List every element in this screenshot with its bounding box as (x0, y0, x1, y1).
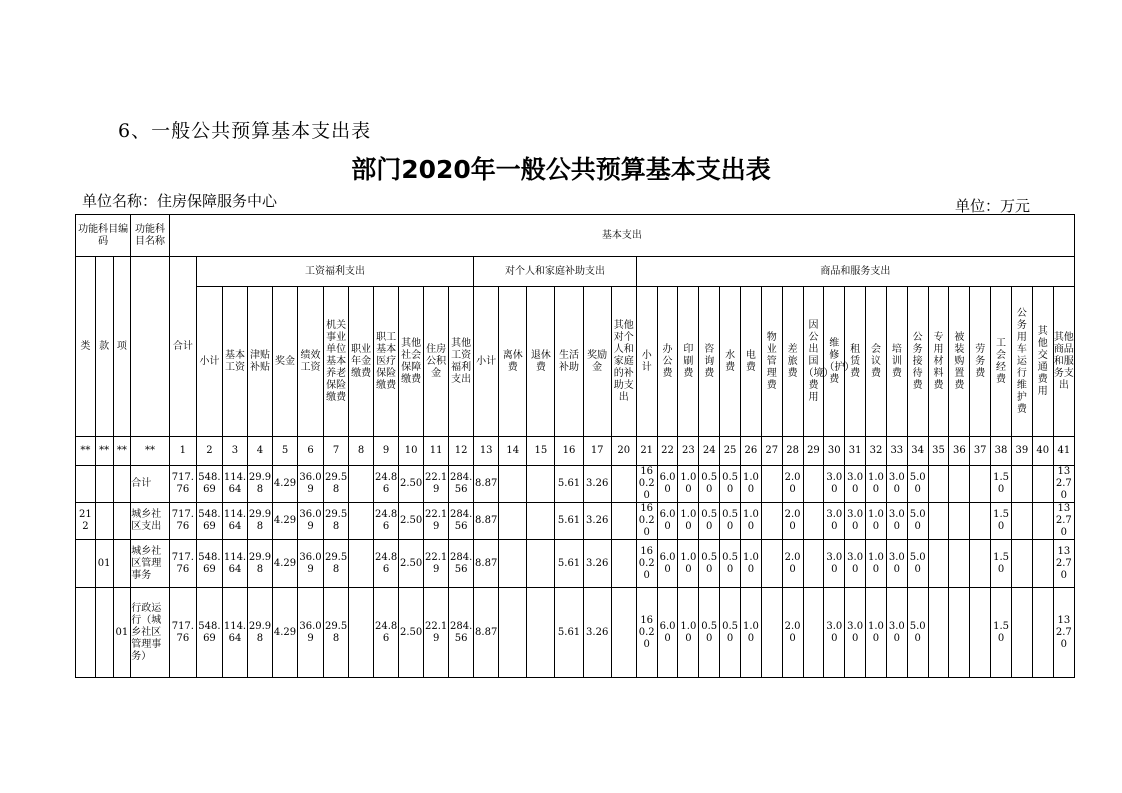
column-index-cell: 21 (636, 437, 657, 466)
column-index-cell: 23 (678, 437, 699, 466)
value-cell: 0.50 (699, 503, 720, 540)
value-cell (349, 540, 374, 588)
column-index-cell: 13 (474, 437, 499, 466)
value-cell: 114.64 (222, 503, 247, 540)
value-cell: 717.76 (169, 540, 196, 588)
value-cell: 548.69 (196, 540, 222, 588)
column-index-cell: 20 (611, 437, 636, 466)
value-cell: 3.00 (886, 540, 907, 588)
value-cell: 8.87 (474, 540, 499, 588)
value-cell: 6.00 (657, 503, 678, 540)
wage-col-header: 小计 (196, 287, 222, 437)
column-index-row (76, 437, 1075, 466)
column-index-cell: 5 (273, 437, 298, 466)
column-index-cell: 28 (782, 437, 803, 466)
goods-col-header: 被装购置费 (949, 287, 970, 437)
total-header: 合计 (169, 257, 196, 437)
value-cell: 284.56 (449, 466, 474, 503)
column-index-cell: 27 (761, 437, 782, 466)
value-cell: 114.64 (222, 466, 247, 503)
value-cell (949, 540, 970, 588)
value-cell: 3.00 (886, 503, 907, 540)
func-name-header: 功能科目名称 (131, 215, 170, 257)
subsidy-col-header: 小计 (474, 287, 499, 437)
column-index-cell: 41 (1053, 437, 1074, 466)
subsidy-col-header: 退休费 (527, 287, 555, 437)
value-cell: 24.86 (374, 588, 399, 678)
page-title: 部门2020年一般公共预算基本支出表 (351, 155, 771, 184)
goods-col-header: 印刷费 (678, 287, 699, 437)
value-cell: 36.09 (298, 466, 324, 503)
column-index-cell: 8 (349, 437, 374, 466)
value-cell: 3.26 (583, 540, 611, 588)
column-index-cell: 36 (949, 437, 970, 466)
row-name: 城乡社区管理事务 (131, 540, 170, 588)
value-cell (761, 503, 782, 540)
table-row (76, 588, 1075, 678)
goods-col-header: 租赁费 (845, 287, 866, 437)
value-cell: 0.50 (720, 503, 741, 540)
func-code-header: 功能科目编码 (76, 215, 131, 257)
column-index-cell: 12 (449, 437, 474, 466)
column-index-cell: 1 (169, 437, 196, 466)
column-index-cell: ** (131, 437, 170, 466)
goods-group-header: 商品和服务支出 (636, 257, 1074, 287)
value-cell (928, 540, 949, 588)
value-cell (928, 503, 949, 540)
wage-col-header: 机关事业单位基本养老保险缴费 (324, 287, 349, 437)
value-cell: 22.19 (424, 503, 449, 540)
column-index-cell: ** (76, 437, 96, 466)
row-lei (76, 588, 96, 678)
value-cell (527, 503, 555, 540)
goods-col-header: 因公出国（境）费用 (803, 287, 824, 437)
value-cell: 1.00 (866, 466, 887, 503)
name-header (131, 257, 170, 437)
column-index-cell: ** (113, 437, 131, 466)
header-row-3 (76, 287, 1075, 437)
value-cell (1011, 588, 1032, 678)
column-index-cell: 24 (699, 437, 720, 466)
value-cell: 284.56 (449, 540, 474, 588)
value-cell: 8.87 (474, 503, 499, 540)
column-index-cell: 30 (824, 437, 845, 466)
row-name: 合计 (131, 466, 170, 503)
value-cell: 29.98 (247, 588, 272, 678)
column-index-cell: 31 (845, 437, 866, 466)
value-cell: 24.86 (374, 466, 399, 503)
column-index-cell: 10 (399, 437, 424, 466)
value-cell: 132.70 (1053, 466, 1074, 503)
goods-col-header: 劳务费 (970, 287, 991, 437)
header-row-1 (76, 215, 1075, 257)
column-index-cell: 6 (298, 437, 324, 466)
section-heading: 6、一般公共预算基本支出表 (118, 120, 372, 142)
value-cell: 2.50 (399, 588, 424, 678)
value-cell: 2.50 (399, 466, 424, 503)
subsidy-col-header: 奖励金 (583, 287, 611, 437)
goods-col-header: 培训费 (886, 287, 907, 437)
value-cell: 0.50 (720, 540, 741, 588)
column-index-cell: 39 (1011, 437, 1032, 466)
goods-col-header: 咨询费 (699, 287, 720, 437)
row-kuan (95, 503, 113, 540)
value-cell (527, 540, 555, 588)
column-index-cell: 3 (222, 437, 247, 466)
value-cell: 132.70 (1053, 540, 1074, 588)
value-cell: 6.00 (657, 588, 678, 678)
wage-col-header: 奖金 (273, 287, 298, 437)
value-cell (761, 588, 782, 678)
value-cell: 3.00 (824, 540, 845, 588)
value-cell: 4.29 (273, 588, 298, 678)
value-cell: 3.00 (845, 540, 866, 588)
goods-col-header: 办公费 (657, 287, 678, 437)
wage-col-header: 绩效工资 (298, 287, 324, 437)
value-cell: 3.26 (583, 588, 611, 678)
value-cell: 3.00 (824, 466, 845, 503)
value-cell: 1.00 (740, 588, 761, 678)
value-cell (970, 466, 991, 503)
value-cell (527, 588, 555, 678)
kuan-header: 款 (95, 257, 113, 437)
value-cell: 24.86 (374, 540, 399, 588)
value-cell (970, 588, 991, 678)
column-index-cell: 7 (324, 437, 349, 466)
row-kuan (95, 588, 113, 678)
value-cell (499, 503, 527, 540)
value-cell: 22.19 (424, 540, 449, 588)
value-cell (349, 466, 374, 503)
value-cell (611, 466, 636, 503)
value-cell: 1.50 (991, 588, 1012, 678)
basic-expenditure-header: 基本支出 (169, 215, 1074, 257)
goods-col-header: 其他商品和服务支出 (1053, 287, 1074, 437)
value-cell: 0.50 (699, 540, 720, 588)
row-kuan (95, 466, 113, 503)
value-cell (499, 466, 527, 503)
value-cell (803, 540, 824, 588)
value-cell: 22.19 (424, 588, 449, 678)
value-cell: 5.61 (555, 540, 583, 588)
value-cell: 29.98 (247, 503, 272, 540)
value-cell: 5.00 (907, 466, 928, 503)
goods-col-header: 公务用车运行维护费 (1011, 287, 1032, 437)
value-cell: 5.61 (555, 588, 583, 678)
value-cell: 1.00 (740, 503, 761, 540)
value-cell: 160.20 (636, 466, 657, 503)
value-cell: 36.09 (298, 588, 324, 678)
value-cell (803, 503, 824, 540)
row-xiang (113, 503, 131, 540)
value-cell: 5.00 (907, 588, 928, 678)
column-index-cell: 16 (555, 437, 583, 466)
goods-col-header: 专用材料费 (928, 287, 949, 437)
goods-col-header: 其他交通费用 (1032, 287, 1053, 437)
value-cell (611, 540, 636, 588)
value-cell (803, 466, 824, 503)
row-lei (76, 466, 96, 503)
value-cell (1032, 466, 1053, 503)
value-cell: 4.29 (273, 503, 298, 540)
value-cell: 1.00 (866, 503, 887, 540)
value-cell: 1.50 (991, 503, 1012, 540)
xiang-header: 项 (113, 257, 131, 437)
value-cell: 29.58 (324, 466, 349, 503)
value-cell: 3.26 (583, 503, 611, 540)
wage-col-header: 津贴补贴 (247, 287, 272, 437)
value-cell: 5.61 (555, 503, 583, 540)
value-cell: 1.00 (740, 540, 761, 588)
value-cell: 284.56 (449, 588, 474, 678)
value-cell: 3.00 (845, 466, 866, 503)
column-index-cell: 33 (886, 437, 907, 466)
column-index-cell: 34 (907, 437, 928, 466)
value-cell: 0.50 (720, 588, 741, 678)
value-cell: 2.50 (399, 503, 424, 540)
column-index-cell: 14 (499, 437, 527, 466)
value-cell: 3.00 (824, 588, 845, 678)
value-cell: 2.00 (782, 503, 803, 540)
value-cell (1011, 503, 1032, 540)
table-row (76, 466, 1075, 503)
wage-group-header: 工资福利支出 (196, 257, 473, 287)
value-cell: 2.50 (399, 540, 424, 588)
value-cell: 548.69 (196, 588, 222, 678)
row-lei (76, 540, 96, 588)
value-cell (949, 466, 970, 503)
goods-col-header: 差旅费 (782, 287, 803, 437)
value-cell: 114.64 (222, 588, 247, 678)
value-cell (803, 588, 824, 678)
value-cell: 8.87 (474, 466, 499, 503)
value-cell: 548.69 (196, 466, 222, 503)
value-cell: 4.29 (273, 466, 298, 503)
value-cell (1032, 503, 1053, 540)
value-cell (1032, 588, 1053, 678)
value-cell (349, 503, 374, 540)
subsidy-col-header: 其他对个人和家庭的补助支出 (611, 287, 636, 437)
value-cell: 717.76 (169, 503, 196, 540)
column-index-cell: 29 (803, 437, 824, 466)
wage-col-header: 基本工资 (222, 287, 247, 437)
column-index-cell: 17 (583, 437, 611, 466)
unit-label: 单位：万元 (955, 197, 1031, 215)
value-cell: 160.20 (636, 540, 657, 588)
value-cell: 1.00 (740, 466, 761, 503)
value-cell (1032, 540, 1053, 588)
subsidy-col-header: 离休费 (499, 287, 527, 437)
value-cell: 6.00 (657, 540, 678, 588)
goods-col-header: 水费 (720, 287, 741, 437)
row-lei: 212 (76, 503, 96, 540)
goods-col-header: 会议费 (866, 287, 887, 437)
value-cell (499, 540, 527, 588)
value-cell: 29.58 (324, 503, 349, 540)
value-cell: 132.70 (1053, 588, 1074, 678)
row-name: 行政运行（城乡社区管理事务） (131, 588, 170, 678)
value-cell: 1.00 (678, 503, 699, 540)
value-cell: 3.26 (583, 466, 611, 503)
value-cell: 1.00 (866, 588, 887, 678)
budget-table (75, 214, 1075, 678)
value-cell: 29.58 (324, 588, 349, 678)
value-cell: 1.50 (991, 540, 1012, 588)
wage-col-header: 其他工资福利支出 (449, 287, 474, 437)
value-cell (527, 466, 555, 503)
column-index-cell: 40 (1032, 437, 1053, 466)
column-index-cell: 25 (720, 437, 741, 466)
column-index-cell: 38 (991, 437, 1012, 466)
value-cell: 717.76 (169, 588, 196, 678)
value-cell: 2.00 (782, 540, 803, 588)
value-cell: 160.20 (636, 588, 657, 678)
value-cell: 2.00 (782, 466, 803, 503)
wage-col-header: 住房公积金 (424, 287, 449, 437)
value-cell: 8.87 (474, 588, 499, 678)
value-cell (761, 540, 782, 588)
value-cell: 3.00 (886, 588, 907, 678)
goods-col-header: 公务接待费 (907, 287, 928, 437)
table-row (76, 540, 1075, 588)
goods-col-header: 电费 (740, 287, 761, 437)
table-row (76, 503, 1075, 540)
column-index-cell: 11 (424, 437, 449, 466)
value-cell: 5.00 (907, 540, 928, 588)
value-cell: 29.98 (247, 540, 272, 588)
value-cell: 6.00 (657, 466, 678, 503)
value-cell: 22.19 (424, 466, 449, 503)
value-cell: 3.00 (845, 588, 866, 678)
value-cell: 717.76 (169, 466, 196, 503)
value-cell: 0.50 (699, 588, 720, 678)
column-index-cell: 22 (657, 437, 678, 466)
value-cell: 160.20 (636, 503, 657, 540)
value-cell: 36.09 (298, 503, 324, 540)
row-xiang (113, 540, 131, 588)
value-cell (349, 588, 374, 678)
value-cell: 1.00 (866, 540, 887, 588)
value-cell (928, 466, 949, 503)
row-kuan: 01 (95, 540, 113, 588)
value-cell: 114.64 (222, 540, 247, 588)
column-index-cell: 9 (374, 437, 399, 466)
value-cell (611, 503, 636, 540)
goods-col-header: 物业管理费 (761, 287, 782, 437)
value-cell (1011, 466, 1032, 503)
value-cell: 1.50 (991, 466, 1012, 503)
subsidy-group-header: 对个人和家庭补助支出 (474, 257, 637, 287)
column-index-cell: ** (95, 437, 113, 466)
value-cell: 1.00 (678, 540, 699, 588)
column-index-cell: 26 (740, 437, 761, 466)
value-cell: 1.00 (678, 588, 699, 678)
value-cell: 36.09 (298, 540, 324, 588)
row-name: 城乡社区支出 (131, 503, 170, 540)
value-cell: 29.58 (324, 540, 349, 588)
row-xiang: 01 (113, 588, 131, 678)
column-index-cell: 37 (970, 437, 991, 466)
column-index-cell: 4 (247, 437, 272, 466)
value-cell (611, 588, 636, 678)
value-cell: 5.00 (907, 503, 928, 540)
wage-col-header: 职工基本医疗保险缴费 (374, 287, 399, 437)
value-cell (499, 588, 527, 678)
value-cell (928, 588, 949, 678)
value-cell: 2.00 (782, 588, 803, 678)
value-cell: 4.29 (273, 540, 298, 588)
wage-col-header: 其他社会保障缴费 (399, 287, 424, 437)
value-cell (949, 503, 970, 540)
subsidy-col-header: 生活补助 (555, 287, 583, 437)
value-cell: 284.56 (449, 503, 474, 540)
unit-name: 单位名称：住房保障服务中心 (82, 192, 278, 210)
column-index-cell: 2 (196, 437, 222, 466)
value-cell (1011, 540, 1032, 588)
column-index-cell: 32 (866, 437, 887, 466)
value-cell: 132.70 (1053, 503, 1074, 540)
goods-col-header: 工会经费 (991, 287, 1012, 437)
wage-col-header: 职业年金缴费 (349, 287, 374, 437)
value-cell: 1.00 (678, 466, 699, 503)
value-cell: 0.50 (720, 466, 741, 503)
lei-header: 类 (76, 257, 96, 437)
value-cell (761, 466, 782, 503)
value-cell: 548.69 (196, 503, 222, 540)
goods-col-header: 维修（护）费 (824, 287, 845, 437)
row-xiang (113, 466, 131, 503)
value-cell: 0.50 (699, 466, 720, 503)
value-cell: 29.98 (247, 466, 272, 503)
value-cell (949, 588, 970, 678)
value-cell: 24.86 (374, 503, 399, 540)
value-cell: 3.00 (845, 503, 866, 540)
value-cell: 5.61 (555, 466, 583, 503)
column-index-cell: 35 (928, 437, 949, 466)
value-cell: 3.00 (886, 466, 907, 503)
goods-col-header: 小计 (636, 287, 657, 437)
value-cell (970, 503, 991, 540)
value-cell (970, 540, 991, 588)
value-cell: 3.00 (824, 503, 845, 540)
header-row-2 (76, 257, 1075, 287)
column-index-cell: 15 (527, 437, 555, 466)
